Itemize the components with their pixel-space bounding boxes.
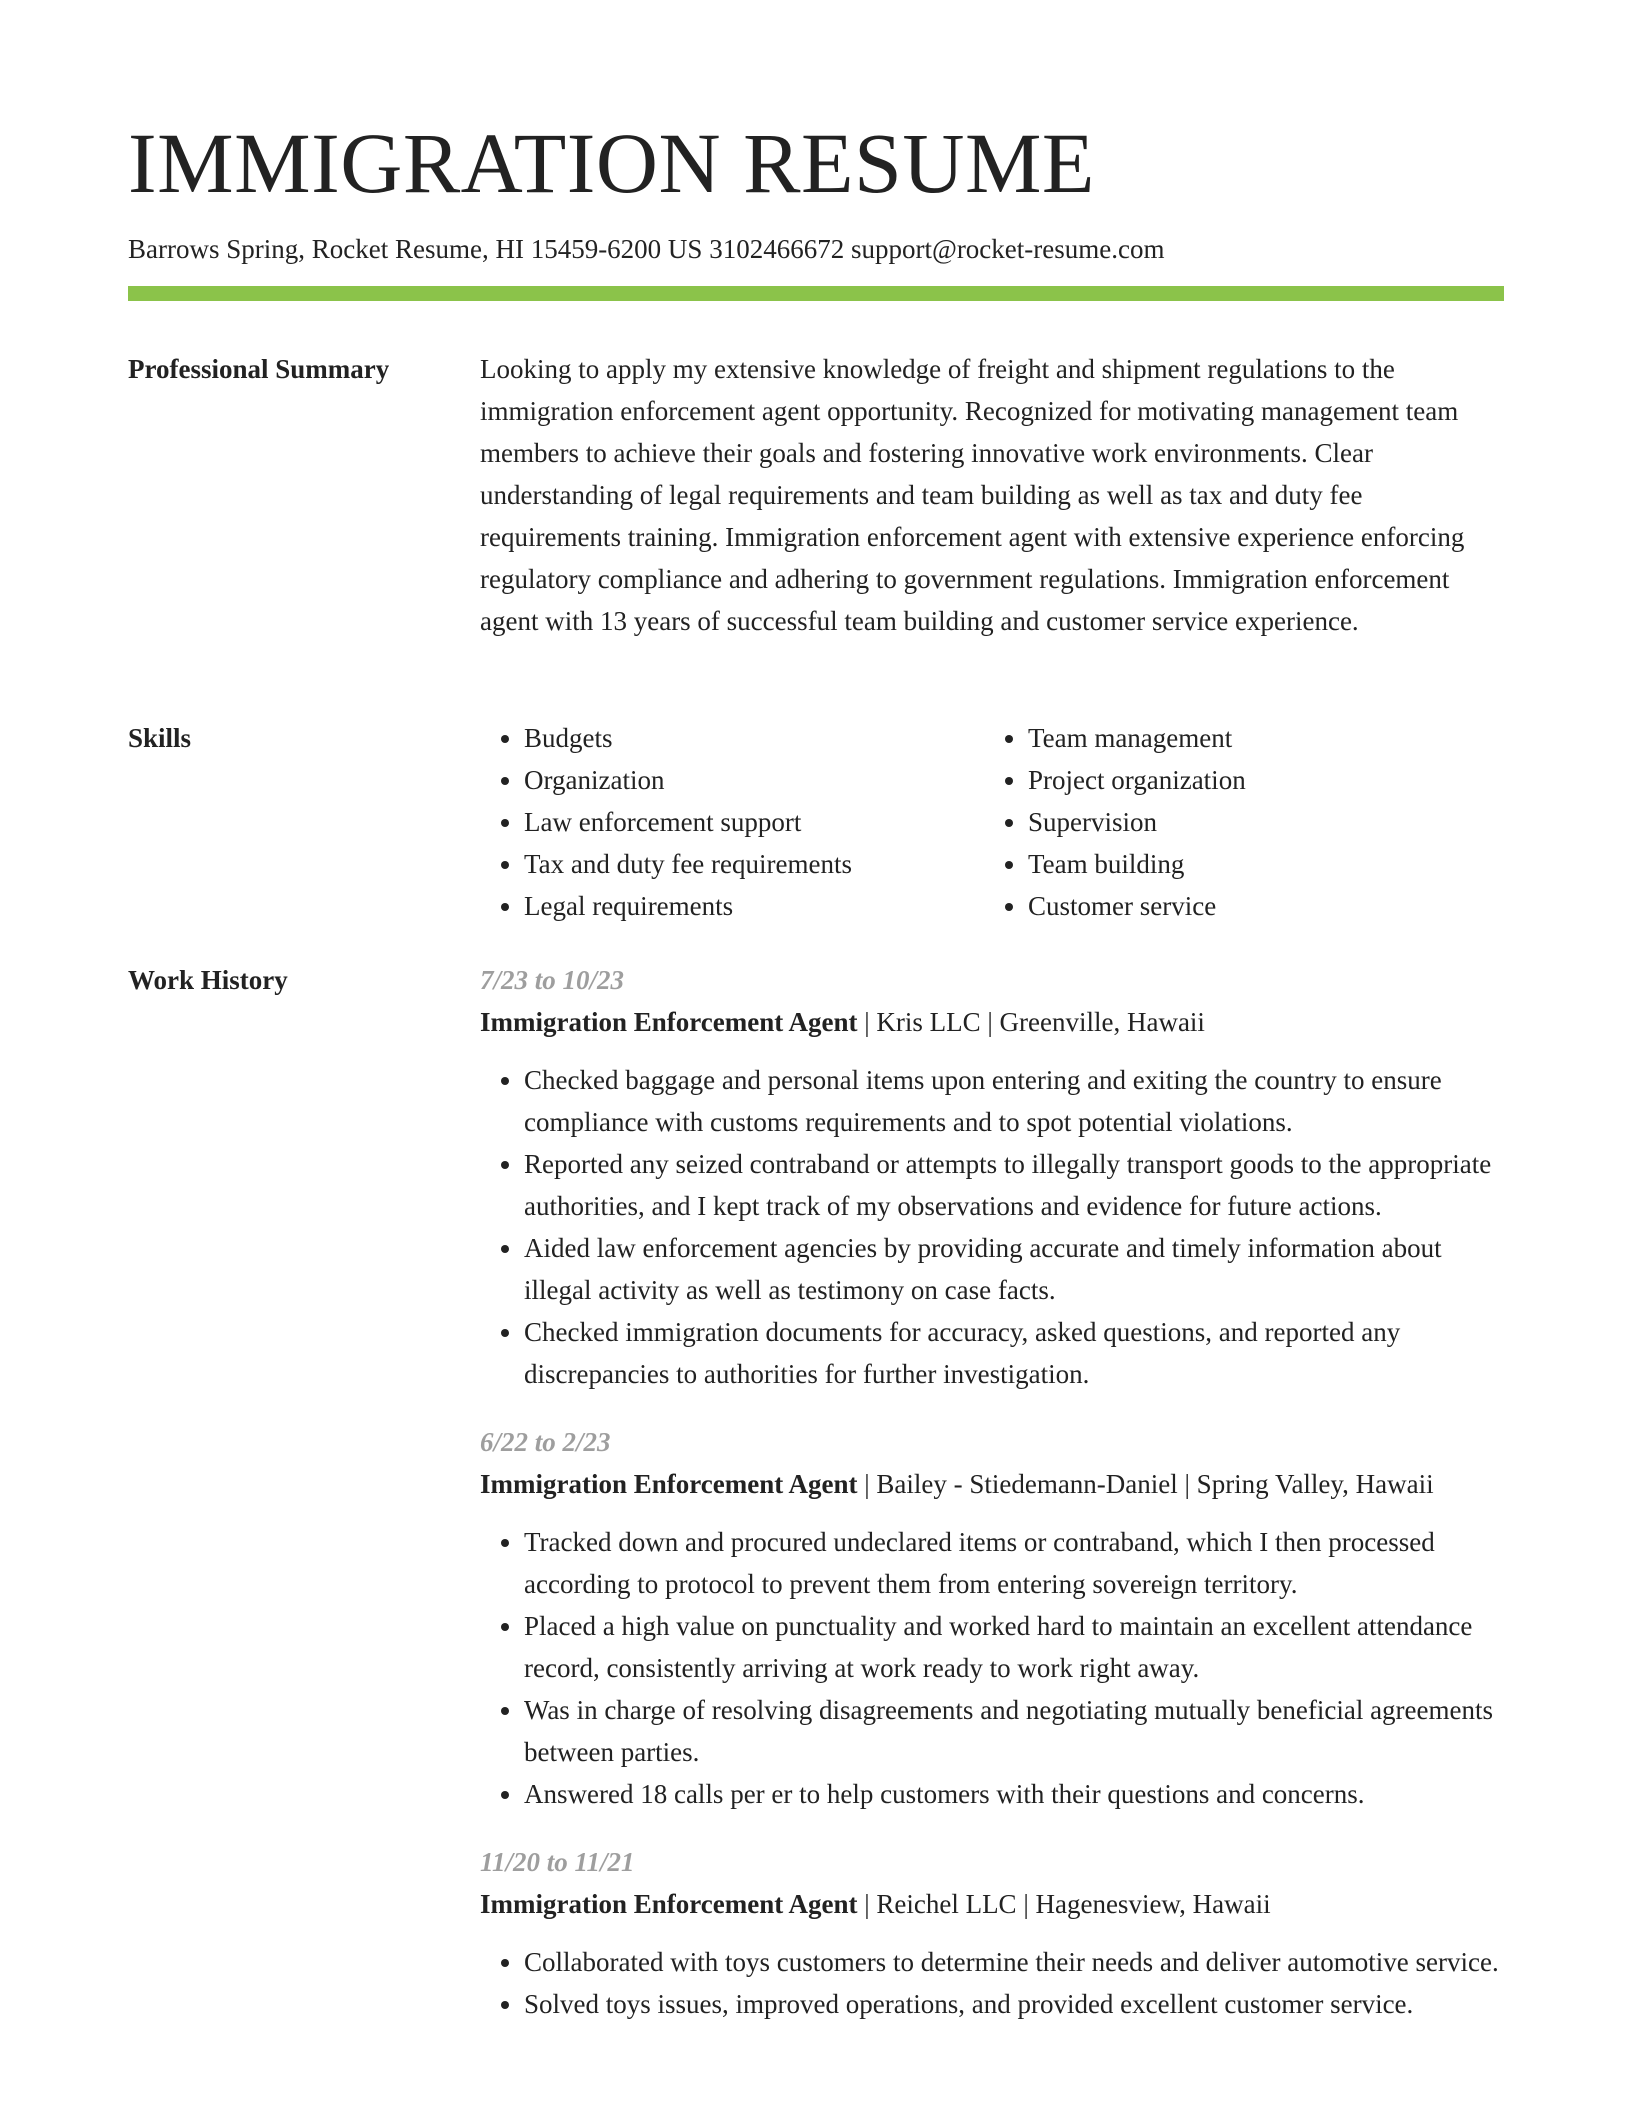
contact-phone: 3102466672 [709, 234, 845, 264]
job-title-line [480, 1001, 1504, 1043]
job-separator: | [1177, 1469, 1197, 1499]
job-title: Immigration Enforcement Agent [480, 1469, 858, 1499]
job-title: Immigration Enforcement Agent [480, 1889, 858, 1919]
job-location: Hagenesview, Hawaii [1035, 1889, 1271, 1919]
job-company: Bailey - Stiedemann-Daniel [876, 1469, 1178, 1499]
job-separator: | [980, 1007, 1000, 1037]
job-company: Kris LLC [876, 1007, 981, 1037]
job-dates: 11/20 to 11/21 [480, 1847, 635, 1877]
job-bullet: • Tracked down and procured undeclared items or contraband, which I then processed according to protocol to prevent them from entering sovereign territory. [524, 1521, 1504, 1605]
skills-label: Skills [128, 723, 192, 753]
job-entry [480, 1841, 1504, 2025]
job-location: Spring Valley, Hawaii [1196, 1469, 1434, 1499]
job-location: Greenville, Hawaii [999, 1007, 1205, 1037]
job-title-line [480, 1883, 1504, 1925]
job-bullet: • Placed a high value on punctuality and worked hard to maintain an excellent attendance record, consistently arriving at work ready to work right away. [524, 1605, 1504, 1689]
skill-item: • Law enforcement support [524, 801, 984, 843]
job-bullet: • Checked immigration documents for accuracy, asked questions, and reported any discrepancies to authorities for further investigation. [524, 1311, 1504, 1395]
skill-item: • Organization [524, 759, 984, 801]
work-history-label: Work History [128, 965, 288, 995]
job-separator: | [1016, 1889, 1036, 1919]
skills-body [480, 717, 1504, 927]
job-entry [480, 959, 1504, 1395]
skill-item: • Project organization [1028, 759, 1488, 801]
skills-columns [480, 717, 1504, 927]
contact-address: Barrows Spring, Rocket Resume, HI 15459-6200 US [128, 234, 703, 264]
job-title: Immigration Enforcement Agent [480, 1007, 858, 1037]
skill-item: • Budgets [524, 717, 984, 759]
job-bullet-list [480, 1059, 1504, 1395]
work-history-body [480, 959, 1504, 2051]
job-bullet: • Aided law enforcement agencies by providing accurate and timely information about illegal activity as well as testimony on case facts. [524, 1227, 1504, 1311]
job-bullet: • Collaborated with toys customers to determine their needs and deliver automotive service. [524, 1941, 1504, 1983]
job-bullet: • Checked baggage and personal items upon entering and exiting the country to ensure compliance with customs requirements and to spot potential violations. [524, 1059, 1504, 1143]
job-bullet: • Solved toys issues, improved operations, and provided excellent customer service. [524, 1983, 1504, 2025]
skill-item: • Team management [1028, 717, 1488, 759]
skill-item: • Legal requirements [524, 885, 984, 927]
job-bullet-list [480, 1941, 1504, 2025]
summary-text: Looking to apply my extensive knowledge of freight and shipment regulations to the immigration enforcement agent opportunity. Recognized for motivating management team members to achieve their goals and fostering innovative work environments. Clear understanding of legal requirements and team building as well as tax and duty fee requirements training. Immigration enforcement agent with extensive experience enforcing regulatory compliance and adhering to government regulations. Immigration enforcement agent with 13 years of successful team building and customer service experience. [480, 354, 1465, 636]
job-separator: | [857, 1469, 877, 1499]
header-divider [128, 286, 1504, 301]
resume-title: IMMIGRATION RESUME [128, 115, 1095, 211]
skill-item: • Supervision [1028, 801, 1488, 843]
job-entry [480, 1421, 1504, 1815]
skill-item: • Team building [1028, 843, 1488, 885]
job-separator: | [857, 1007, 877, 1037]
job-bullet: • Answered 18 calls per er to help customers with their questions and concerns. [524, 1773, 1504, 1815]
skill-item: • Tax and duty fee requirements [524, 843, 984, 885]
job-separator: | [857, 1889, 877, 1919]
job-bullet: • Reported any seized contraband or attempts to illegally transport goods to the appropriate authorities, and I kept track of my observations and evidence for future actions. [524, 1143, 1504, 1227]
contact-line [128, 232, 1164, 266]
skill-item: • Customer service [1028, 885, 1488, 927]
contact-email: support@rocket-resume.com [850, 234, 1165, 264]
job-bullet: • Was in charge of resolving disagreements and negotiating mutually beneficial agreements between parties. [524, 1689, 1504, 1773]
skills-list-right [984, 717, 1488, 927]
summary-label: Professional Summary [128, 354, 390, 384]
job-dates: 7/23 to 10/23 [480, 965, 625, 995]
job-company: Reichel LLC [876, 1889, 1017, 1919]
skills-list-left [480, 717, 984, 927]
job-bullet-list [480, 1521, 1504, 1815]
summary-body [480, 348, 1504, 642]
job-dates: 6/22 to 2/23 [480, 1427, 611, 1457]
job-title-line [480, 1463, 1504, 1505]
